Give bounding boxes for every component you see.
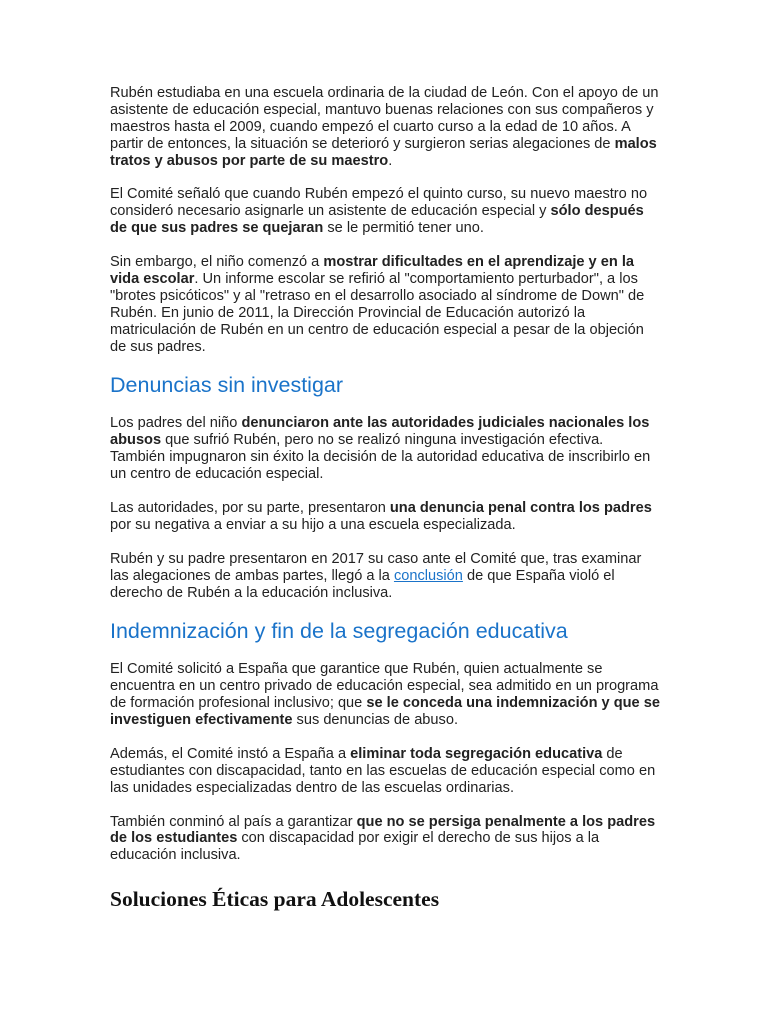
bold-emphasis: denunciaron ante las autoridades judiciales nacionales los abusos	[110, 415, 650, 449]
bold-emphasis: malos tratos y abusos por parte de su maestro	[110, 135, 657, 169]
paragraph-fifth-grade: El Comité señaló que cuando Rubén empezó el quinto curso, su nuevo maestro no consideró necesario asignarle un asistente de educación especial y sólo después de que sus padres se quejaran se le permitió tener uno.	[110, 186, 648, 237]
bold-emphasis: mostrar dificultades en el aprendizaje y en la vida escolar	[110, 254, 634, 287]
article-body	[110, 85, 660, 912]
paragraph-eliminate-segregation: Además, el Comité instó a España a eliminar toda segregación educativa de estudiantes con discapacidad, tanto en las escuelas de educación especial como en las unidades especializadas dentro de las escuelas ordinarias.	[110, 745, 656, 796]
paragraph-school-history: Rubén estudiaba en una escuela ordinaria de la ciudad de León. Con el apoyo de un asistente de educación especial, mantuvo buenas relaciones con sus compañeros y maestros hasta el 2009, cuando empezó el cuarto curso a la edad de 10 años. A partir de entonces, la situación se deterioró y surgieron serias alegaciones de malos tratos y abusos por parte de su maestro.	[110, 85, 659, 169]
bold-emphasis: que no se persiga penalmente a los padres de los estudiantes	[110, 813, 656, 847]
bold-emphasis: una denuncia penal contra los padres	[389, 499, 652, 516]
section-heading-indemnizacion: Indemnización y fin de la segregación educativa	[110, 619, 568, 644]
paragraph-authorities-complaint: Las autoridades, por su parte, presentaron una denuncia penal contra los padres por su negativa a enviar a su hijo a una escuela especializada.	[110, 499, 652, 533]
section-heading-denuncias: Denuncias sin investigar	[110, 373, 344, 398]
paragraph-committee-case: Rubén y su padre presentaron en 2017 su caso ante el Comité que, tras examinar las alegaciones de ambas partes, llegó a la conclusión de que España violó el derecho de Rubén a la educación inclusiva.	[110, 550, 642, 601]
paragraph-committee-request: El Comité solicitó a España que garantice que Rubén, quien actualmente se encuentra en un centro privado de educación especial, sea admitido en un programa de formación profesional inclusivo; que se le conceda una indemnización y que se investiguen efectivamente sus denuncias de abuso.	[110, 661, 660, 729]
bold-emphasis: sólo después de que sus padres se quejaran	[110, 203, 644, 237]
paragraph-difficulties: Sin embargo, el niño comenzó a mostrar dificultades en el aprendizaje y en la vida escolar. Un informe escolar se refirió al "comportamiento perturbador", a los "brotes psicóticos" y al "retraso en el desarrollo asociado al síndrome de Down" de Rubén. En junio de 2011, la Dirección Provincial de Educación autorizó la matriculación de Rubén en un centro de educación especial a pesar de la objeción de sus padres.	[110, 254, 645, 355]
bold-emphasis: eliminar toda segregación educativa	[350, 745, 603, 762]
bold-emphasis: se le conceda una indemnización y que se investiguen efectivamente	[110, 695, 660, 729]
conclusion-link[interactable]: conclusión	[393, 567, 463, 584]
related-heading-soluciones: Soluciones Éticas para Adolescentes	[110, 887, 440, 912]
paragraph-parents-complaints: Los padres del niño denunciaron ante las autoridades judiciales nacionales los abusos que sufrió Rubén, pero no se realizó ninguna investigación efectiva. También impugnaron sin éxito la decisión de la autoridad educativa de inscribirlo en un centro de educación especial.	[110, 415, 651, 483]
paragraph-no-prosecution: También conminó al país a garantizar que no se persiga penalmente a los padres de los estudiantes con discapacidad por exigir el derecho de sus hijos a la educación inclusiva.	[110, 813, 656, 864]
